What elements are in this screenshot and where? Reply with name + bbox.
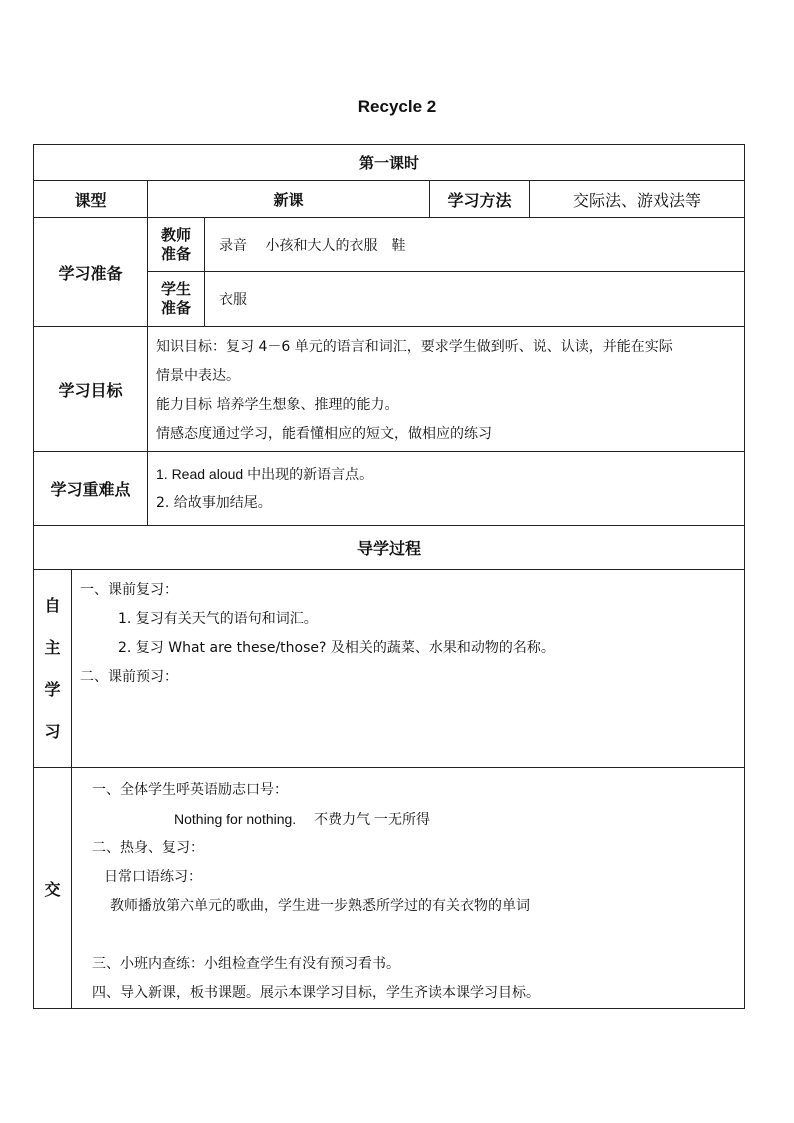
teacher-prep-value: 录音 小孩和大人的衣服 鞋 [205, 218, 745, 272]
student-prep-label-line2: 准备 [160, 299, 191, 317]
self-study-row [34, 570, 745, 768]
interaction-label: 交 [34, 768, 72, 1009]
interaction-line-3: 二、热身、复习： [92, 840, 204, 856]
teacher-prep-label-line1: 教师 [160, 225, 191, 244]
goals-line-1: 知识目标：复习 4－6 单元的语言和词汇，要求学生做到听、说、认读，并能在实际 [156, 339, 673, 355]
goals-label: 学习目标 [34, 327, 148, 452]
self-study-line-4: 二、课前预习： [80, 669, 178, 685]
interaction-line-2: Nothing for nothing. 不费力气 一无所得 [174, 811, 430, 827]
goals-row [34, 327, 745, 452]
interaction-line-6: 三、小班内查练：小组检查学生有没有预习看书。 [92, 956, 400, 972]
interaction-line-4: 日常口语练习： [104, 869, 202, 885]
goals-content [148, 327, 745, 452]
teacher-prep-row [34, 218, 745, 272]
self-study-line-2: 1. 复习有关天气的语句和词汇。 [118, 611, 318, 627]
goals-line-3: 能力目标 培养学生想象、推理的能力。 [156, 397, 399, 413]
process-title-row [34, 526, 745, 570]
self-study-line-3: 2. 复习 What are these/those? 及相关的蔬菜、水果和动物的名称。 [118, 640, 555, 656]
goals-line-2: 情景中表达。 [156, 368, 240, 384]
key-point-1: 1. Read aloud 中出现的新语言点。 [156, 465, 374, 482]
teacher-prep-label-line2: 准备 [160, 244, 191, 263]
goals-line-4: 情感态度通过学习，能看懂相应的短文，做相应的练习 [156, 426, 492, 442]
lesson-row [34, 145, 745, 181]
prep-label: 学习准备 [34, 218, 148, 327]
method-value: 交际法、游戏法等 [530, 181, 745, 218]
interaction-line-1: 一、全体学生呼英语励志口号： [92, 782, 288, 798]
interaction-line-7: 四、导入新课，板书课题。展示本课学习目标，学生齐读本课学习目标。 [92, 985, 540, 1001]
key-point-2: 2. 给故事加结尾。 [156, 494, 272, 511]
self-study-content [72, 570, 745, 768]
student-prep-value: 衣服 [205, 272, 745, 327]
self-study-char-4: 习 [44, 721, 61, 741]
key-points-label: 学习重难点 [34, 452, 148, 526]
method-label: 学习方法 [430, 181, 530, 218]
course-type-value: 新课 [148, 181, 430, 218]
key-points-content [148, 452, 745, 526]
lesson-title: 第一课时 [34, 145, 745, 181]
interaction-row [34, 768, 745, 1009]
interaction-line-5: 教师播放第六单元的歌曲，学生进一步熟悉所学过的有关衣物的单词 [110, 898, 530, 914]
self-study-label [34, 570, 72, 768]
self-study-char-3: 学 [44, 679, 61, 699]
student-prep-label-line1: 学生 [160, 280, 191, 298]
document-title: Recycle 2 [357, 97, 437, 116]
course-type-row [34, 181, 745, 218]
self-study-line-1: 一、课前复习： [80, 582, 178, 598]
self-study-char-2: 主 [44, 637, 61, 657]
course-type-label: 课型 [34, 181, 148, 218]
lesson-plan-table [33, 144, 745, 1009]
key-points-row [34, 452, 745, 526]
self-study-char-1: 自 [44, 595, 61, 615]
interaction-content [72, 768, 745, 1009]
process-title: 导学过程 [34, 526, 745, 570]
interaction-line-blank [92, 921, 744, 950]
student-prep-label [148, 272, 205, 327]
teacher-prep-label [148, 218, 205, 272]
